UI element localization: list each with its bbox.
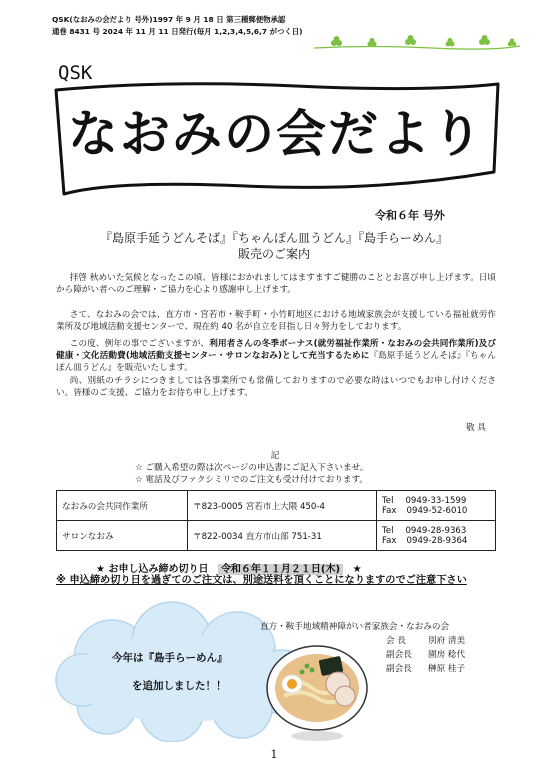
office-name: サロンなおみ (57, 521, 188, 551)
signature-roles (386, 634, 465, 676)
table-row (57, 521, 496, 551)
letter-body (56, 272, 496, 400)
memo-title: 記 (270, 451, 280, 461)
deadline-star: ★ (352, 564, 362, 575)
memo-item-order-form: ☆ ご購入希望の際は次ページの申込書にご記入下さいませ。 (135, 463, 369, 473)
sales-items: 『島原手延うどんそば』『ちゃんぽん皿うどん』を販売いたします。 (56, 351, 497, 374)
signature-row (386, 634, 465, 648)
late-order-warning: ※ 申込締め切り日を過ぎてのご注文は、別途送料を頂くことになりますのでご注意下さい (56, 575, 467, 586)
office-contact-table (56, 490, 496, 551)
greeting-paragraph: 拝啓 秋めいた気候となったこの頃、皆様におかれましてはますますご健勝のこととお喜び申し上げます。日頃から障がい者へのご理解・ご協力を心より感謝申し上げます。 (56, 273, 496, 296)
sales-paragraph (56, 338, 496, 375)
fax-label: Fax (382, 505, 397, 516)
signature-row (386, 648, 465, 662)
office-name: なおみの会共同作業所 (57, 491, 188, 521)
masthead-qsk: QSK (58, 62, 93, 84)
postal-permit-line: QSK(なおみの会だより 号外)1997 年 9 月 18 日 第三種郵便物承認 (52, 15, 286, 24)
tel-number: 0949-33-1599 (405, 495, 467, 506)
role-name: 園房 稔代 (428, 650, 466, 660)
about-paragraph: さて、なおみの会では、直方市・宮若市・鞍手町・小竹町地区における地域家族会が支援している福祉就労作業所及び地域活動支援センターで、現在約 40 名が自立を目指し日々努力をしております。 (56, 309, 496, 333)
memo-item-phone-fax: ☆ 電話及びファクシミリでのご注文も受け付けております。 (135, 475, 369, 485)
bubble-line-1: 今年は『島手らーめん』 (112, 652, 228, 664)
tel-label: Tel (382, 525, 394, 536)
signature-organization: 直方・鞍手地域精神障がい者家族会・なおみの会 (260, 622, 450, 632)
role-title: 副会長 (386, 664, 412, 674)
deadline-label: ★ お申し込み締め切り日 (96, 564, 209, 575)
fax-number: 0949-52-6010 (406, 505, 468, 516)
ramen-bowl-icon (262, 636, 372, 746)
role-name: 榊原 桂子 (428, 664, 466, 674)
issue-number-line: 通巻 8431 号 2024 年 11 月 11 日発行(毎月 1,2,3,4,5,6,7 がつく日) (52, 27, 303, 36)
deadline-date: 令和６年１１月２１日(木) (218, 564, 343, 575)
notice-subject: 販売のご案内 (237, 247, 310, 261)
fax-number: 0949-28-9364 (406, 535, 468, 546)
closing-keigu: 敬 具 (466, 423, 486, 433)
newsletter-title: なおみの会だより (68, 105, 484, 163)
page-number: 1 (270, 748, 278, 761)
bubble-line-2: を追加しました！！ (132, 680, 227, 692)
office-contact (377, 491, 496, 521)
products-title: 『島原手延うどんそば』『ちゃんぽん皿うどん』『島手らーめん』 (99, 231, 448, 245)
sales-intro: この度、例年の事でございますが、 (69, 338, 210, 349)
flyer-paragraph: 尚、別紙のチラシにつきましては各事業所でも常備しておりますので必要な時はいつでもお申し付けください。皆様のご支援、ご協力をお待ち申し上げます。 (56, 375, 496, 399)
sales-purpose: 利用者さんの冬季ボーナス(就労福祉作業所・なおみの会共同作業所)及び健康・文化活動費(地域活動支援センター・サロンなおみ)として充当するために (56, 338, 496, 362)
fax-label: Fax (382, 535, 397, 546)
edition-label: 令和６年 号外 (375, 209, 445, 222)
office-contact (377, 521, 496, 551)
office-address: 〒823-0005 宮若市上大隈 450-4 (188, 491, 377, 521)
role-name: 別府 清美 (428, 636, 466, 646)
signature-row (386, 662, 465, 676)
role-title: 会 長 (386, 636, 406, 646)
tel-label: Tel (382, 495, 394, 506)
table-row (57, 491, 496, 521)
deadline-line (96, 560, 362, 575)
tel-number: 0949-28-9363 (405, 525, 467, 536)
role-title: 副会長 (386, 650, 412, 660)
office-address: 〒822-0034 直方市山部 751-31 (188, 521, 377, 551)
clover-decoration-icon (312, 34, 522, 52)
